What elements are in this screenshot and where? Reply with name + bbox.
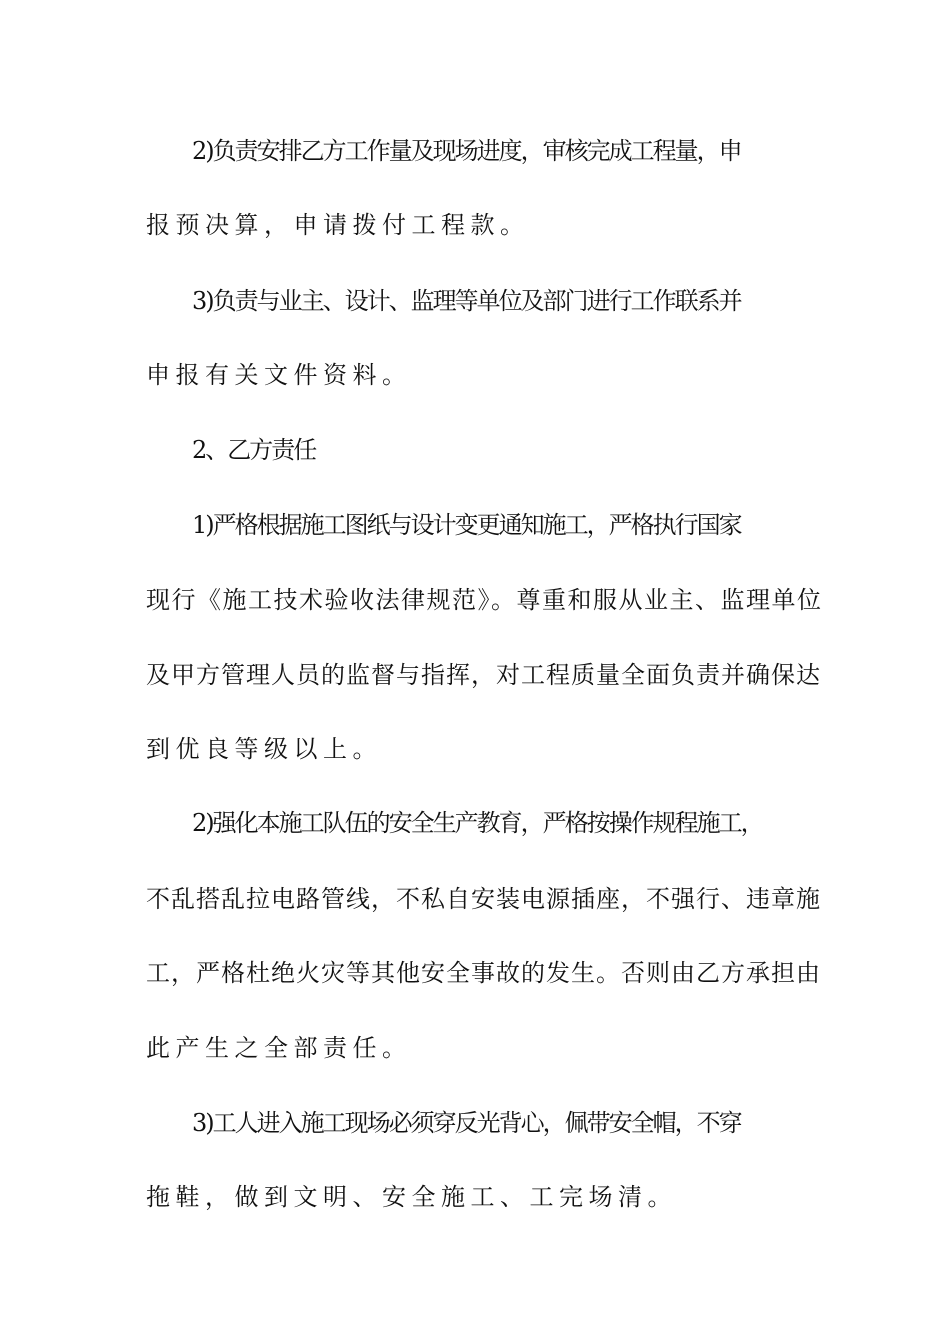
paragraph-line: 2)强化本施工队伍的安全生产教育，严格按操作规程施工，: [192, 809, 763, 837]
paragraph-line: 3)工人进入施工现场必须穿反光背心，佩带安全帽，不穿: [192, 1109, 741, 1137]
paragraph-line: 申报有关文件资料。: [146, 361, 412, 389]
paragraph-line: 1)严格根据施工图纸与设计变更通知施工，严格执行国家: [192, 511, 741, 539]
paragraph-line: 及甲方管理人员的监督与指挥，对工程质量全面负责并确保达: [146, 661, 821, 689]
paragraph-line: 2)负责安排乙方工作量及现场进度，审核完成工程量，申: [192, 137, 741, 165]
section-heading: 2、乙方责任: [192, 436, 316, 464]
paragraph-line: 3)负责与业主、设计、监理等单位及部门进行工作联系并: [192, 287, 741, 315]
paragraph-line: 现行《施工技术验收法律规范》。尊重和服从业主、监理单位: [146, 586, 823, 614]
paragraph-line: 此产生之全部责任。: [146, 1034, 412, 1062]
paragraph-line: 到优良等级以上。: [146, 735, 382, 763]
paragraph-line: 工，严格杜绝火灾等其他安全事故的发生。否则由乙方承担由: [146, 959, 821, 987]
paragraph-line: 拖鞋，做到文明、安全施工、工完场清。: [146, 1183, 677, 1211]
paragraph-line: 不乱搭乱拉电路管线，不私自安装电源插座，不强行、违章施: [146, 885, 821, 913]
paragraph-line: 报预决算，申请拨付工程款。: [146, 211, 530, 239]
